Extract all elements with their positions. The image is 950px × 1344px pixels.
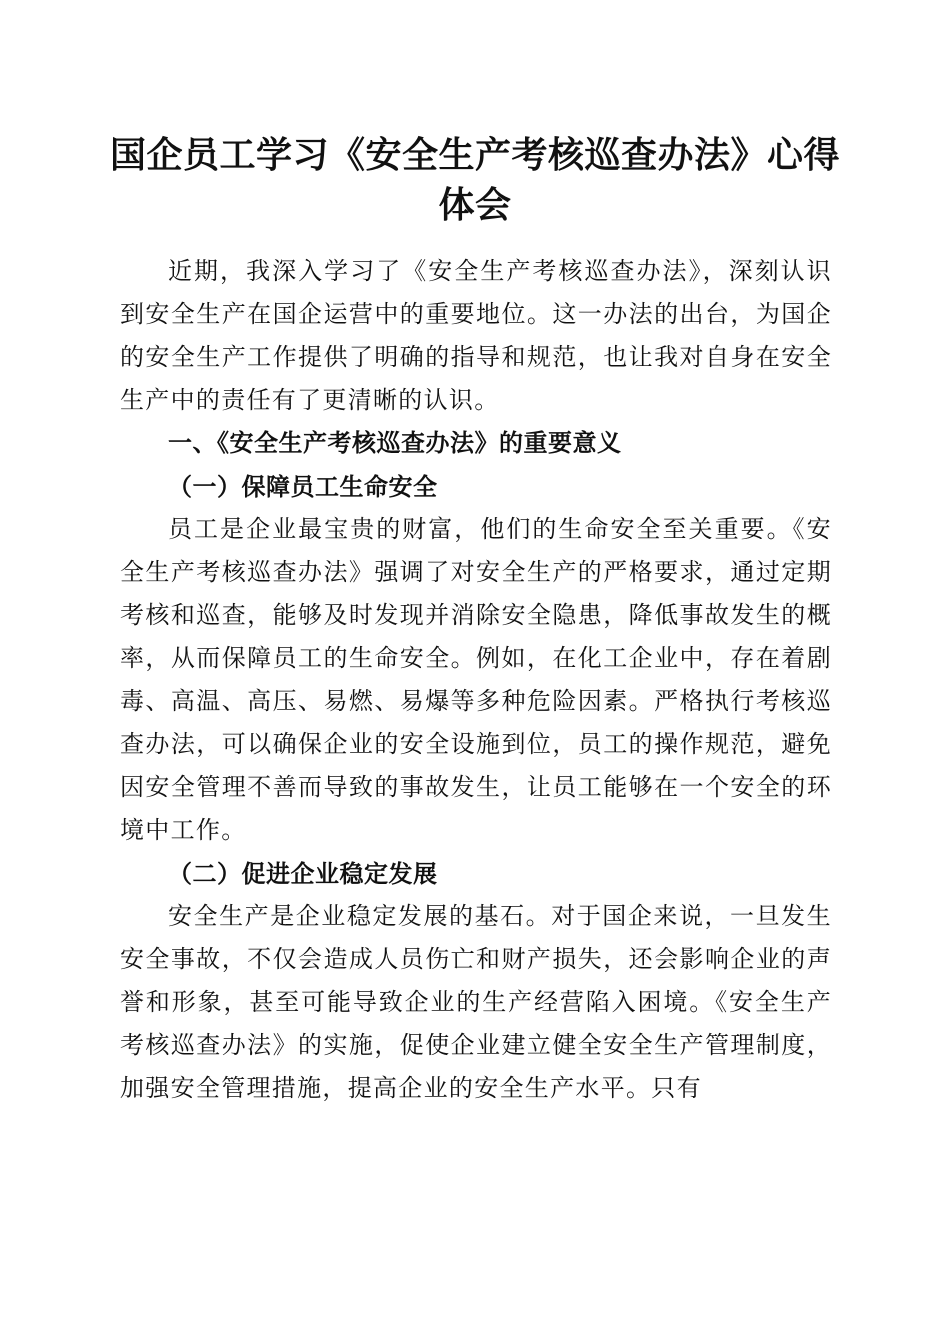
subsection-heading-1: （一）保障员工生命安全 (168, 472, 438, 501)
subsection-1-paragraph: 员工是企业最宝贵的财富，他们的生命安全至关重要。《安全生产考核巡查办法》强调了对安全生产的严格要求，通过定期考核和巡查，能够及时发现并消除安全隐患，降低事故发生的概率，从而保障员工的生命安全。例如，在化工企业中，存在着剧毒、高温、高压、易燃、易爆等多种危险因素。严格执行考核巡查办法，可以确保企业的安全设施到位，员工的操作规范，避免因安全管理不善而导致的事故发生，让员工能够在一个安全的环境中工作。 (120, 515, 832, 844)
title-line-2: 体会 (438, 184, 512, 226)
section-heading-1: 一、《安全生产考核巡查办法》的重要意义 (168, 429, 622, 457)
document-title (110, 130, 840, 230)
intro-paragraph: 近期，我深入学习了《安全生产考核巡查办法》，深刻认识到安全生产在国企运营中的重要地位。这一办法的出台，为国企的安全生产工作提供了明确的指导和规范，也让我对自身在安全生产中的责任有了更清晰的认识。 (120, 257, 832, 414)
subsection-heading-2: （二）促进企业稳定发展 (168, 859, 438, 888)
subsection-2-paragraph: 安全生产是企业稳定发展的基石。对于国企来说，一旦发生安全事故，不仅会造成人员伤亡和财产损失，还会影响企业的声誉和形象，甚至可能导致企业的生产经营陷入困境。《安全生产考核巡查办法》的实施，促使企业建立健全安全生产管理制度，加强安全管理措施，提高企业的安全生产水平。只有 (120, 902, 832, 1102)
title-line-1: 国企员工学习《安全生产考核巡查办法》心得 (110, 134, 841, 176)
document-body (120, 250, 832, 1110)
